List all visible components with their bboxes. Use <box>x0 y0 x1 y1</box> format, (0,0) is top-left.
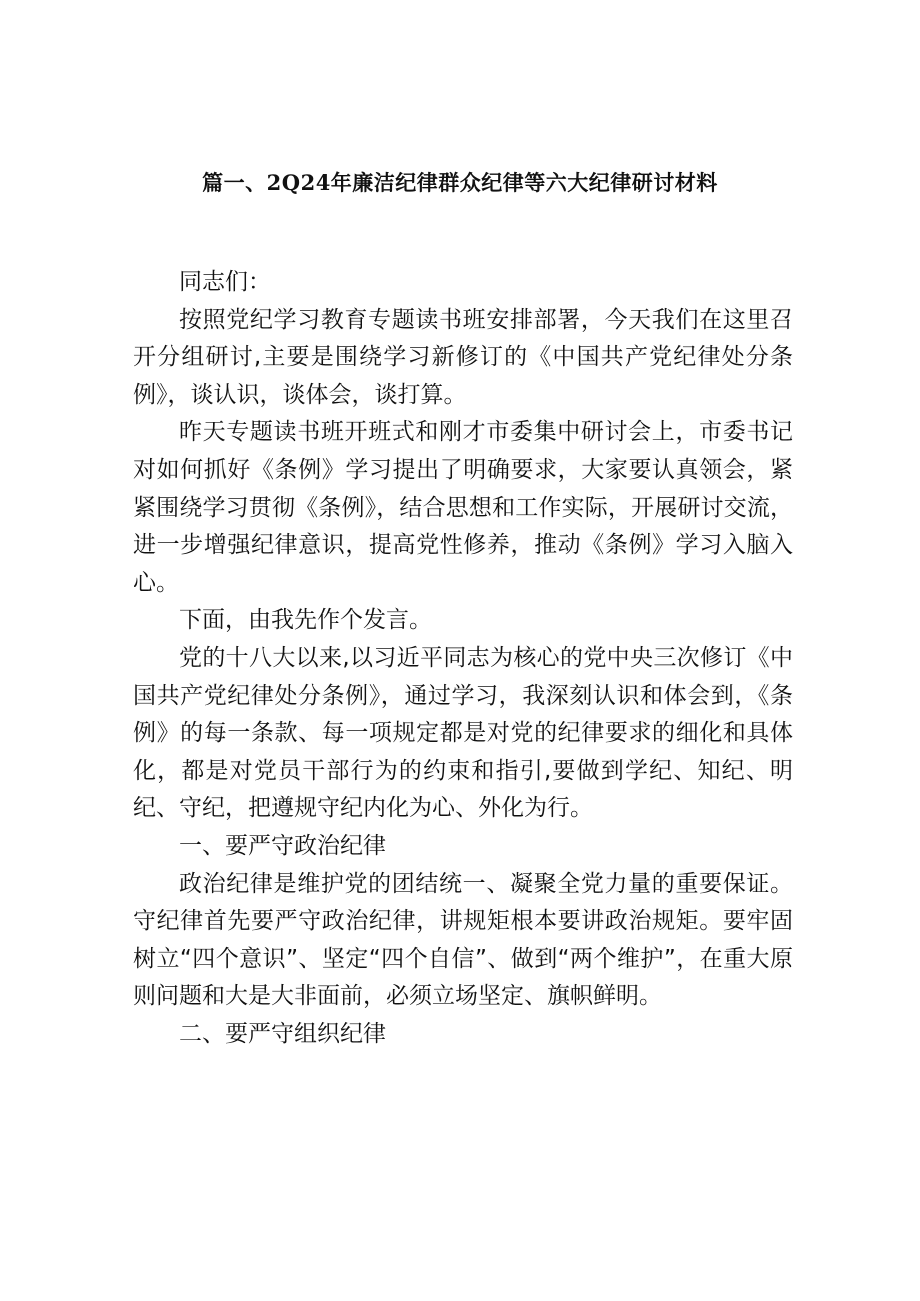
document-body <box>133 264 793 1053</box>
paragraph-political: 政治纪律是维护党的团结统一、凝聚全党力量的重要保证。守纪律首先要严守政治纪律，讲规矩根本要讲政治规矩。要牢固树立“四个意识”、坚定“四个自信”、做到“两个维护”，在重大原则问题和大是大非面前，必须立场坚定、旗帜鲜明。 <box>133 870 793 1010</box>
paragraph-overview: 党的十八大以来,以习近平同志为核心的党中央三次修订《中国共产党纪律处分条例》，通过学习，我深刻认识和体会到，《条例》的每一条款、每一项规定都是对党的纪律要求的细化和具体化，都是对党员干部行为的约束和指引,要做到学纪、知纪、明纪、守纪，把遵规守纪内化为心、外化为行。 <box>133 644 793 822</box>
paragraph-transition: 下面，由我先作个发言。 <box>179 607 432 634</box>
section-heading-political: 一、要严守政治纪律 <box>179 832 386 859</box>
section-heading-organizational: 二、要严守组织纪律 <box>179 1020 386 1047</box>
salutation: 同志们： <box>179 269 271 295</box>
paragraph-context: 昨天专题读书班开班式和刚才市委集中研讨会上，市委书记对如何抓好《条例》学习提出了明确要求，大家要认真领会，紧紧围绕学习贯彻《条例》，结合思想和工作实际，开展研讨交流，进一步增强纪律意识，提高党性修养，推动《条例》学习入脑入心。 <box>133 419 793 596</box>
paragraph-intro: 按照党纪学习教育专题读书班安排部署，今天我们在这里召开分组研讨,主要是围绕学习新修订的《中国共产党纪律处分条例》，谈认识，谈体会，谈打算。 <box>133 306 793 408</box>
document-title: 篇一、2Q24年廉洁纪律群众纪律等六大纪律研讨材料 <box>202 170 718 195</box>
